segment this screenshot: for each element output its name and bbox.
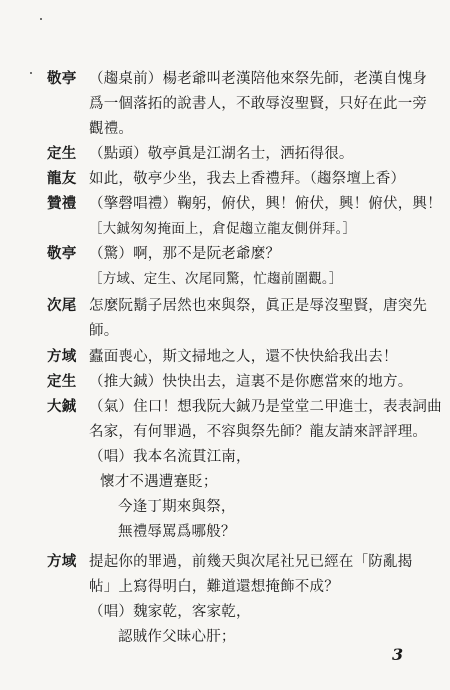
speaker-label: 龍友 bbox=[47, 170, 77, 187]
sung-line: （唱）魏家乾，客家乾， bbox=[89, 604, 251, 620]
speaker-label: 大鋮 bbox=[47, 398, 77, 415]
dialogue-line: （點頭）敬亭眞是江湖名士，洒拓得很。 bbox=[89, 146, 354, 162]
speaker-label: 定生 bbox=[47, 373, 77, 390]
sung-line: 認賊作父昧心肝； bbox=[118, 629, 236, 645]
dialogue-line: （趨桌前）楊老爺叫老漢陪他來祭先師，老漢自愧身 bbox=[89, 71, 428, 87]
dialogue-line: 名家，有何罪過，不容與祭先師？龍友請來評評理。 bbox=[89, 424, 428, 440]
sung-line: 今逢丁期來與祭， bbox=[118, 499, 236, 515]
dialogue-line: 如此，敬亭少坐，我去上香禮拜。（趨祭壇上香） bbox=[89, 171, 406, 187]
dialogue-line: 帖」上寫得明白，難道還想掩飾不成？ bbox=[89, 579, 339, 595]
dialogue-line: 蠹面喪心，斯文掃地之人，還不快快給我出去！ bbox=[89, 349, 398, 365]
scan-speck bbox=[40, 18, 42, 20]
dialogue-line: （擎磬唱禮）鞠躬，俯伏，興！俯伏，興！俯伏，興！ bbox=[89, 196, 442, 212]
stage-direction: ［方域、定生、次尾同驚，忙趨前圍觀。］ bbox=[89, 271, 343, 287]
dialogue-line: （推大鋮）快快出去，這裏不是你應當來的地方。 bbox=[89, 374, 413, 390]
dialogue-line: 爲一個落拓的說書人，不敢辱沒聖賢，只好在此一旁 bbox=[89, 96, 428, 112]
dialogue-line: （氣）住口！想我阮大鋮乃是堂堂二甲進士，表表詞曲 bbox=[89, 399, 442, 415]
speaker-label: 次尾 bbox=[47, 297, 77, 314]
speaker-label: 敬亭 bbox=[47, 245, 77, 262]
scan-speck bbox=[30, 72, 32, 74]
speaker-label: 贊禮 bbox=[47, 195, 77, 212]
speaker-label: 方域 bbox=[47, 348, 77, 365]
dialogue-line: 怎麼阮鬍子居然也來與祭，眞正是辱沒聖賢，唐突先 bbox=[89, 298, 428, 314]
sung-line: 懷才不遇遭蹇貶； bbox=[100, 474, 218, 490]
page-number: 3 bbox=[392, 645, 404, 664]
sung-line: 無禮辱罵爲哪般？ bbox=[118, 524, 236, 540]
speaker-label: 敬亭 bbox=[47, 70, 77, 87]
sung-line: （唱）我本名流貫江南， bbox=[89, 449, 251, 465]
dialogue-line: 師。 bbox=[89, 323, 119, 339]
stage-direction: ［大鋮匆匆掩面上，倉促趨立龍友側併拜。］ bbox=[89, 221, 357, 237]
dialogue-line: 觀禮。 bbox=[89, 121, 134, 137]
speaker-label: 定生 bbox=[47, 145, 77, 162]
dialogue-line: （驚）啊，那不是阮老爺麼？ bbox=[89, 246, 281, 262]
dialogue-line: 提起你的罪過，前幾天與次尾社兄已經在「防亂揭 bbox=[89, 554, 413, 570]
speaker-label: 方域 bbox=[47, 553, 77, 570]
